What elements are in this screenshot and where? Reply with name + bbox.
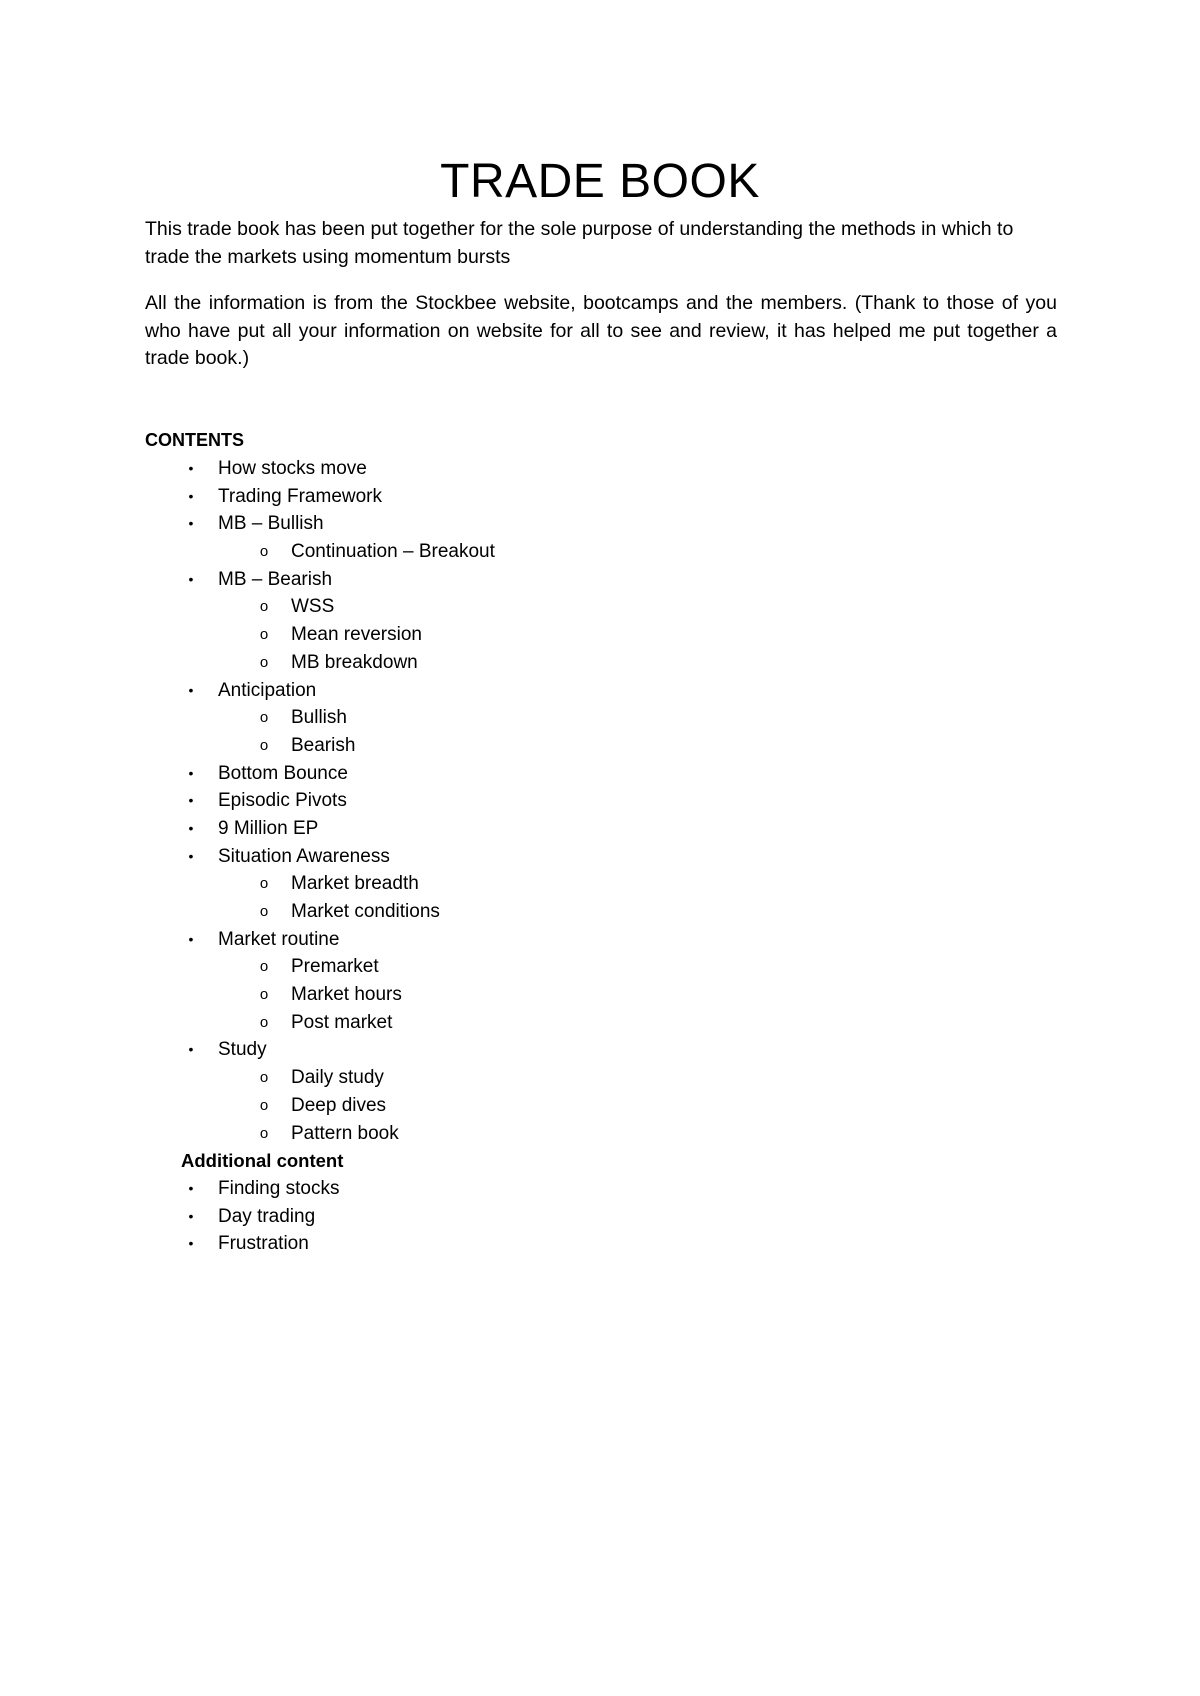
- bullet-icon: •: [188, 1207, 194, 1224]
- sub-bullet-icon: o: [259, 736, 269, 754]
- contents-subitem: [0, 1092, 1200, 1120]
- bullet-icon: •: [188, 764, 194, 781]
- sub-bullet-icon: o: [259, 875, 269, 893]
- contents-item-label: Pattern book: [291, 1122, 399, 1144]
- contents-subitem: [0, 732, 1200, 760]
- bullet-icon: •: [188, 1041, 194, 1058]
- contents-item-label: Mean reversion: [291, 624, 422, 646]
- contents-subitem: [0, 870, 1200, 898]
- sub-bullet-icon: o: [259, 1069, 269, 1087]
- bullet-icon: •: [188, 847, 194, 864]
- contents-item-label: Situation Awareness: [218, 845, 390, 867]
- contents-item-label: Trading Framework: [218, 485, 383, 507]
- bullet-icon: •: [188, 792, 194, 809]
- contents-item: [0, 1036, 1200, 1064]
- contents-item-label: Daily study: [291, 1067, 384, 1089]
- contents-item-label: Bearish: [291, 734, 356, 756]
- contents-item: [0, 677, 1200, 705]
- sub-bullet-icon: o: [259, 709, 269, 727]
- contents-subitem: [0, 1120, 1200, 1148]
- bullet-icon: •: [188, 570, 194, 587]
- contents-subitem: [0, 898, 1200, 926]
- contents-item-label: Anticipation: [218, 679, 317, 701]
- sub-bullet-icon: o: [259, 1096, 269, 1114]
- bullet-icon: •: [188, 460, 194, 476]
- bullet-icon: •: [188, 1235, 194, 1252]
- contents-item-label: Market breadth: [291, 873, 419, 895]
- contents-subitem: [0, 593, 1200, 621]
- sub-bullet-icon: o: [259, 986, 269, 1004]
- contents-item-label: Additional content: [181, 1150, 344, 1172]
- contents-item: [0, 510, 1200, 538]
- contents-item: [0, 843, 1200, 871]
- contents-item-label: How stocks move: [218, 458, 367, 479]
- contents-item-label: Frustration: [218, 1233, 309, 1255]
- contents-item-label: MB breakdown: [291, 651, 418, 673]
- contents-subitem: [0, 953, 1200, 981]
- contents-subitem: [0, 649, 1200, 677]
- contents-item: [0, 483, 1200, 511]
- contents-item: [0, 815, 1200, 843]
- contents-item: [0, 1175, 1200, 1203]
- sub-bullet-icon: o: [259, 543, 269, 561]
- contents-item: [0, 1230, 1200, 1258]
- contents-item: [0, 760, 1200, 788]
- contents-item: [0, 455, 1200, 483]
- contents-item-label: Post market: [291, 1011, 393, 1033]
- contents-item-label: Market routine: [218, 928, 340, 950]
- sub-bullet-icon: o: [259, 958, 269, 976]
- sub-bullet-icon: o: [259, 1124, 269, 1142]
- contents-item-label: Market hours: [291, 984, 402, 1006]
- contents-item-label: Day trading: [218, 1205, 316, 1227]
- contents-subitem: [0, 1064, 1200, 1092]
- contents-item-label: 9 Million EP: [218, 817, 319, 839]
- contents-item-label: MB – Bearish: [218, 568, 333, 590]
- contents-item-label: Bullish: [291, 707, 347, 729]
- sub-bullet-icon: o: [259, 653, 269, 671]
- contents-item: [0, 926, 1200, 954]
- contents-item-label: Bottom Bounce: [218, 762, 348, 784]
- bullet-icon: •: [188, 681, 194, 698]
- contents-subitem: [0, 981, 1200, 1009]
- intro-paragraph-purpose: This trade book has been put together for the sole purpose of understanding the methods in which to trade the markets using momentum bursts: [145, 218, 1014, 268]
- contents-subheading: [0, 1147, 1200, 1175]
- contents-item-label: Market conditions: [291, 901, 440, 922]
- bullet-icon: •: [188, 819, 194, 836]
- bullet-icon: •: [188, 930, 194, 947]
- contents-subitem: [0, 1009, 1200, 1037]
- contents-item-label: Episodic Pivots: [218, 790, 347, 812]
- contents-subitem: [0, 704, 1200, 732]
- contents-item-label: Deep dives: [291, 1094, 387, 1116]
- contents-item: [0, 1203, 1200, 1231]
- contents-item: [0, 787, 1200, 815]
- bullet-icon: •: [188, 1179, 194, 1196]
- sub-bullet-icon: o: [259, 1013, 269, 1031]
- sub-bullet-icon: o: [259, 626, 269, 644]
- contents-subitem: [0, 621, 1200, 649]
- bullet-icon: •: [188, 487, 194, 504]
- contents-heading: CONTENTS: [145, 430, 244, 450]
- contents-item-label: WSS: [291, 596, 335, 618]
- bullet-icon: •: [188, 515, 194, 532]
- sub-bullet-icon: o: [259, 598, 269, 616]
- contents-item-label: Premarket: [291, 956, 379, 978]
- intro-paragraph-sources: All the information is from the Stockbee website, bootcamps and the members. (Thank to those of you who have put all your information on website for all to see and review, it has helped me put together a trade book.): [145, 292, 1057, 369]
- contents-item-label: Study: [218, 1039, 267, 1061]
- contents-item-label: Continuation – Breakout: [291, 541, 495, 563]
- document-title: TRADE BOOK: [440, 155, 760, 208]
- sub-bullet-icon: o: [259, 903, 269, 920]
- contents-item-label: Finding stocks: [218, 1177, 340, 1199]
- contents-subitem: [0, 538, 1200, 566]
- contents-item-label: MB – Bullish: [218, 513, 324, 535]
- contents-item: [0, 566, 1200, 594]
- contents-list: [0, 455, 1200, 1258]
